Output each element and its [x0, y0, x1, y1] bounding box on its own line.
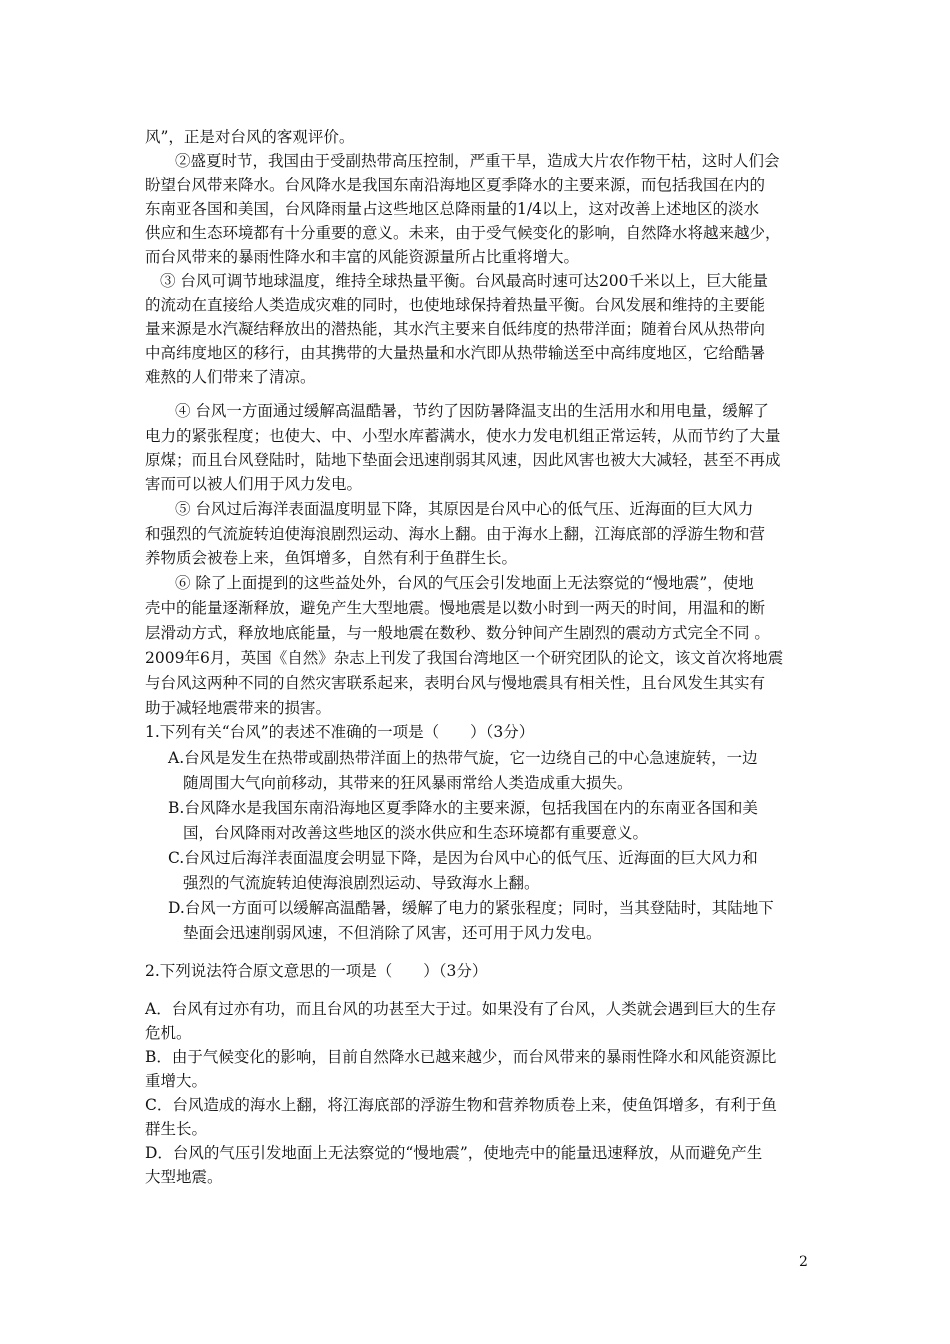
text-line: 与台风这两种不同的自然灾害联系起来，表明台风与慢地震具有相关性，且台风发生其实有 — [145, 674, 766, 692]
question-1-option-c: C.台风过后海洋表面温度会明显下降，是因为台风中心的低气压、近海面的巨大风力和 — [168, 849, 758, 867]
question-1-option-d-cont: 垫面会迅速削弱风速，不但消除了风害，还可用于风力发电。 — [183, 924, 602, 942]
text-line: 2009年6月，英国《自然》杂志上刊发了我国台湾地区一个研究团队的论文，该文首次将地震 — [145, 649, 784, 667]
text-line: 助于减轻地震带来的损害。 — [145, 699, 332, 717]
text-line: 的流动在直接给人类造成灾难的同时，也使地球保持着热量平衡。台风发展和维持的主要能 — [145, 296, 766, 314]
text-line: 难熬的人们带来了清凉。 — [145, 368, 316, 386]
question-2-option-d: D．台风的气压引发地面上无法察觉的“慢地震”，使地壳中的能量迅速释放，从而避免产生 — [145, 1144, 763, 1162]
question-2-stem: 2.下列说法符合原文意思的一项是（ ）（3分） — [145, 962, 488, 980]
question-1-option-c-cont: 强烈的气流旋转迫使海浪剧烈运动、导致海水上翻。 — [183, 874, 540, 892]
text-line: 养物质会被卷上来，鱼饵增多，自然有利于鱼群生长。 — [145, 549, 518, 567]
question-1-option-a: A.台风是发生在热带或副热带洋面上的热带气旋，它一边绕自己的中心急速旋转，一边 — [168, 749, 758, 767]
text-line: 风”，正是对台风的客观评价。 — [145, 128, 355, 146]
text-line: ④ 台风一方面通过缓解高温酷暑，节约了因防暑降温支出的生活用水和用电量，缓解了 — [175, 402, 769, 420]
text-line: 中高纬度地区的移行，由其携带的大量热量和水汽即从热带输送至中高纬度地区，它给酷暑 — [145, 344, 766, 362]
text-line: 原煤；而且台风登陆时，陆地下垫面会迅速削弱其风速，因此风害也被大大减轻，甚至不再成 — [145, 451, 781, 469]
text-line: ③ 台风可调节地球温度，维持全球热量平衡。台风最高时速可达200千米以上，巨大能量 — [160, 272, 769, 290]
text-line: 东南亚各国和美国，台风降雨量占这些地区总降雨量的1/4以上，这对改善上述地区的淡水 — [145, 200, 759, 218]
question-2-option-d-cont: 大型地震。 — [145, 1168, 223, 1186]
question-2-option-a-cont: 危机。 — [145, 1024, 192, 1042]
text-line: 和强烈的气流旋转迫使海浪剧烈运动、海水上翻。由于海水上翻，江海底部的浮游生物和营 — [145, 525, 766, 543]
text-line: 层滑动方式，释放地底能量，与一般地震在数秒、数分钟间产生剧烈的震动方式完全不同 。 — [145, 624, 770, 642]
question-2-option-b: B．由于气候变化的影响，目前自然降水已越来越少，而台风带来的暴雨性降水和风能资源比 — [145, 1048, 777, 1066]
question-1-option-d: D.台风一方面可以缓解高温酷暑，缓解了电力的紧张程度；同时，当其登陆时，其陆地下 — [168, 899, 774, 917]
question-1-option-b: B.台风降水是我国东南沿海地区夏季降水的主要来源，包括我国在内的东南亚各国和美 — [168, 799, 758, 817]
question-2-option-a: A．台风有过亦有功，而且台风的功甚至大于过。如果没有了台风，人类就会遇到巨大的生存 — [145, 1000, 777, 1018]
text-line: 壳中的能量逐渐释放，避免产生大型地震。慢地震是以数小时到一两天的时间，用温和的断 — [145, 599, 766, 617]
text-line: 盼望台风带来降水。台风降水是我国东南沿海地区夏季降水的主要来源，而包括我国在内的 — [145, 176, 766, 194]
text-line: ⑥ 除了上面提到的这些益处外，台风的气压会引发地面上无法察觉的“慢地震”，使地 — [175, 574, 754, 592]
question-1-option-b-cont: 国，台风降雨对改善这些地区的淡水供应和生态环境都有重要意义。 — [183, 824, 649, 842]
text-line: 电力的紧张程度；也使大、中、小型水库蓄满水，使水力发电机组正常运转，从而节约了大量 — [145, 427, 781, 445]
question-2-option-c: C．台风造成的海水上翻，将江海底部的浮游生物和营养物质卷上来，使鱼饵增多，有利于鱼 — [145, 1096, 777, 1114]
text-line: 量来源是水汽凝结释放出的潜热能，其水汽主要来自低纬度的热带洋面；随着台风从热带向 — [145, 320, 766, 338]
question-1-option-a-cont: 随周围大气向前移动，其带来的狂风暴雨常给人类造成重大损失。 — [183, 774, 633, 792]
page-number: 2 — [799, 1254, 808, 1270]
text-line: ②盛夏时节，我国由于受副热带高压控制，严重干旱，造成大片农作物干枯，这时人们会 — [175, 152, 780, 170]
question-1-stem: 1.下列有关“台风”的表述不准确的一项是（ ）（3分） — [145, 723, 535, 741]
text-line: 供应和生态环境都有十分重要的意义。未来，由于受气候变化的影响，自然降水将越来越少， — [145, 224, 781, 242]
question-2-option-b-cont: 重增大。 — [145, 1072, 208, 1090]
text-line: 而台风带来的暴雨性降水和丰富的风能资源量所占比重将增大。 — [145, 248, 580, 266]
text-line: ⑤ 台风过后海洋表面温度明显下降，其原因是台风中心的低气压、近海面的巨大风力 — [175, 500, 754, 518]
text-line: 害而可以被人们用于风力发电。 — [145, 475, 363, 493]
question-2-option-c-cont: 群生长。 — [145, 1120, 208, 1138]
